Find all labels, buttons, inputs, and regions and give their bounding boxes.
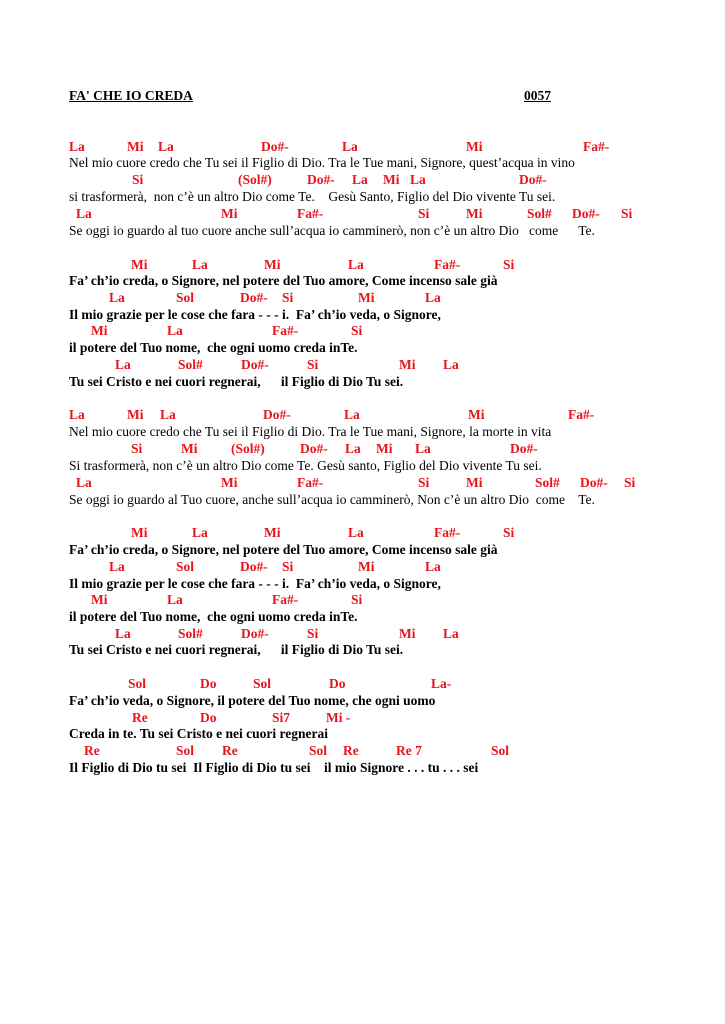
chord: La (415, 441, 431, 456)
chord-line (0, 625, 725, 642)
chord: Mi - (326, 710, 351, 725)
chord: Mi (358, 559, 375, 574)
chord: Si (307, 357, 319, 372)
chord: Fa#- (434, 257, 461, 272)
chord: La (192, 257, 208, 272)
lyric-line (0, 373, 725, 390)
lyric-line (0, 457, 725, 474)
chord: Mi (91, 323, 108, 338)
chord: La (342, 139, 358, 154)
chord: Do (200, 710, 217, 725)
chord: Re (343, 743, 359, 758)
chord: Do#- (241, 626, 269, 641)
lyric-line (0, 575, 725, 592)
lyric-text: Fa’ ch’io creda, o Signore, nel potere del Tuo amore, Come incenso sale già (69, 542, 498, 557)
lyric-text: Il mio grazie per le cose che fara - - - i. Fa’ ch’io veda, o Signore, (69, 307, 441, 322)
lyric-text: il potere del Tuo nome, che ogni uomo creda inTe. (69, 340, 358, 355)
chord-line (0, 205, 725, 222)
chord: La (115, 626, 131, 641)
chord: Mi (264, 525, 281, 540)
lyric-text: Se oggi io guardo al Tuo cuore, anche sull’acqua io camminerò, Non c’è un altro Dio come Te. (69, 492, 595, 507)
chord: Fa#- (272, 323, 299, 338)
chord: Si (624, 475, 636, 490)
chord: La (410, 172, 426, 187)
lyric-text: Nel mio cuore credo che Tu sei il Figlio di Dio. Tra le Tue mani, Signore, quest’acqua in vino (69, 155, 575, 170)
lyric-line (0, 692, 725, 709)
lyric-text: Se oggi io guardo al tuo cuore anche sull’acqua io camminerò, non c’è un altro Dio come Te. (69, 223, 595, 238)
song-title: FA' CHE IO CREDA (69, 88, 193, 103)
chord-line (0, 709, 725, 726)
chord: Si (132, 172, 144, 187)
lyric-line (0, 272, 725, 289)
chord: Sol# (178, 626, 203, 641)
lyric-text: Nel mio cuore credo che Tu sei il Figlio di Dio. Tra le Tue mani, Signore, la morte in vita (69, 424, 552, 439)
chord: Do#- (241, 357, 269, 372)
chord: Mi (399, 626, 416, 641)
chord: Mi (221, 206, 238, 221)
lyric-text: Tu sei Cristo e nei cuori regnerai, il Figlio di Dio Tu sei. (69, 642, 404, 657)
chord: La (69, 139, 85, 154)
lyric-line (0, 541, 725, 558)
lyric-text: Il mio grazie per le cose che fara - - - i. Fa’ ch’io veda, o Signore, (69, 576, 441, 591)
chord: La (158, 139, 174, 154)
lyric-line (0, 154, 725, 171)
lyric-text: il potere del Tuo nome, che ogni uomo creda inTe. (69, 609, 358, 624)
chord: Mi (131, 525, 148, 540)
chord: Do#- (240, 290, 268, 305)
chord-line (0, 591, 725, 608)
chord-line (0, 289, 725, 306)
chord: Fa#- (583, 139, 610, 154)
chord: La (425, 290, 441, 305)
chord: Mi (358, 290, 375, 305)
chord: Re (222, 743, 238, 758)
chord: Do#- (263, 407, 291, 422)
chord: Mi (181, 441, 198, 456)
chord: Do#- (510, 441, 538, 456)
chord: Sol (176, 743, 195, 758)
lyric-text: Creda in te. Tu sei Cristo e nei cuori regnerai (69, 726, 328, 741)
chord: Si (621, 206, 633, 221)
chord: Sol# (178, 357, 203, 372)
chord: Mi (127, 139, 144, 154)
chord-line (0, 474, 725, 491)
chord-line (0, 356, 725, 373)
chord: La (425, 559, 441, 574)
lyric-text: Fa’ ch’io veda, o Signore, il potere del Tuo nome, che ogni uomo (69, 693, 436, 708)
lyric-text: Il Figlio di Dio tu sei Il Figlio di Dio tu sei il mio Signore . . . tu . . . sei (69, 760, 479, 775)
chord: Do (200, 676, 217, 691)
chord: (Sol#) (231, 441, 265, 456)
chord: Si (418, 475, 430, 490)
lyric-line (0, 339, 725, 356)
chord-line (0, 558, 725, 575)
chord: La (345, 441, 361, 456)
chord: La (443, 357, 459, 372)
chord: Do#- (261, 139, 289, 154)
chord-line (0, 138, 725, 155)
chord: Do#- (519, 172, 547, 187)
chord: Mi (466, 206, 483, 221)
chord: Mi (131, 257, 148, 272)
chord: Si (503, 525, 515, 540)
chord: Sol (176, 559, 195, 574)
chord: Sol# (535, 475, 560, 490)
chord: Mi (399, 357, 416, 372)
chord: (Sol#) (238, 172, 272, 187)
chord-line (0, 440, 725, 457)
chord: La (109, 559, 125, 574)
chord: Sol (128, 676, 147, 691)
chord: Re (132, 710, 148, 725)
chord-line (0, 524, 725, 541)
chord: Fa#- (297, 475, 324, 490)
chord-line (0, 256, 725, 273)
chord: La (69, 407, 85, 422)
chord: Si (351, 323, 363, 338)
lyric-line (0, 222, 725, 239)
lyric-line (0, 759, 725, 776)
chord: La (192, 525, 208, 540)
chord: Do#- (307, 172, 335, 187)
chord: La (348, 525, 364, 540)
chord-line (0, 742, 725, 759)
lyric-text: Tu sei Cristo e nei cuori regnerai, il Figlio di Dio Tu sei. (69, 374, 404, 389)
chord-line (0, 406, 725, 423)
chord: Si (282, 290, 294, 305)
chord: Do#- (572, 206, 600, 221)
chord-line (0, 675, 725, 692)
lyric-line (0, 306, 725, 323)
chord: La (76, 206, 92, 221)
lyric-line (0, 491, 725, 508)
lyric-line (0, 641, 725, 658)
chord: La (160, 407, 176, 422)
chord: La (109, 290, 125, 305)
chord: Mi (376, 441, 393, 456)
chord: Sol (491, 743, 510, 758)
chord: Mi (383, 172, 400, 187)
chord: La (167, 592, 183, 607)
chord: Do#- (300, 441, 328, 456)
chord: Sol (176, 290, 195, 305)
chord: Do (329, 676, 346, 691)
chord: Mi (466, 475, 483, 490)
chord: Re 7 (396, 743, 422, 758)
chord-line (0, 322, 725, 339)
chord: La (443, 626, 459, 641)
chord: Mi (221, 475, 238, 490)
chord: Do#- (580, 475, 608, 490)
song-code: 0057 (524, 88, 551, 103)
chord: Mi (466, 139, 483, 154)
chord: Sol (253, 676, 272, 691)
lyric-line (0, 423, 725, 440)
chord: Fa#- (434, 525, 461, 540)
lyric-text: Fa’ ch’io creda, o Signore, nel potere del Tuo amore, Come incenso sale già (69, 273, 498, 288)
chord: Fa#- (568, 407, 595, 422)
lyric-line (0, 188, 725, 205)
lyric-line (0, 608, 725, 625)
chord: Mi (127, 407, 144, 422)
lyric-text: si trasformerà, non c’è un altro Dio come Te. Gesù Santo, Figlio del Dio vivente Tu sei. (69, 189, 556, 204)
chord: Si7 (272, 710, 291, 725)
chord: Re (84, 743, 100, 758)
chord: La (76, 475, 92, 490)
chord: Si (418, 206, 430, 221)
chord: Mi (468, 407, 485, 422)
chord: Do#- (240, 559, 268, 574)
chord: Mi (91, 592, 108, 607)
lyric-text: Si trasformerà, non c’è un altro Dio come Te. Gesù santo, Figlio del Dio vivente Tu sei. (69, 458, 542, 473)
lyric-line (0, 725, 725, 742)
chord: Sol# (527, 206, 552, 221)
chord: La (344, 407, 360, 422)
chord: La (352, 172, 368, 187)
chord: Si (282, 559, 294, 574)
chord: Mi (264, 257, 281, 272)
chord: La- (431, 676, 452, 691)
chord: La (348, 257, 364, 272)
chord: Fa#- (297, 206, 324, 221)
chord: Si (351, 592, 363, 607)
chord: Fa#- (272, 592, 299, 607)
chord: Si (131, 441, 143, 456)
chord: Si (503, 257, 515, 272)
chord: La (167, 323, 183, 338)
chord: La (115, 357, 131, 372)
chord: Si (307, 626, 319, 641)
chord-line (0, 171, 725, 188)
chord: Sol (309, 743, 328, 758)
